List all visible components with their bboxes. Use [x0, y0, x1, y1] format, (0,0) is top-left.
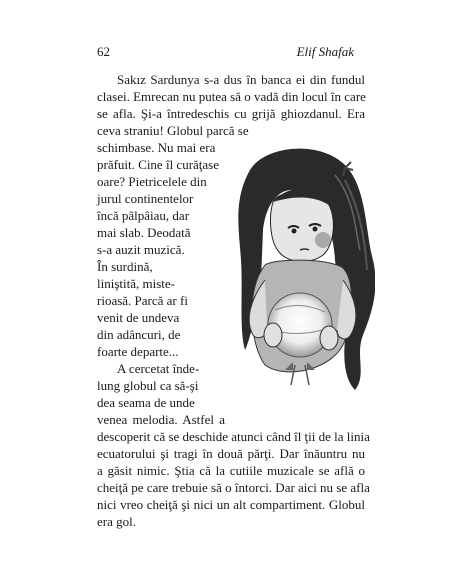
text-line: venit de undeva: [97, 310, 180, 325]
text-line: din adâncuri, de: [97, 327, 181, 342]
text-line: dea seama de unde: [97, 395, 195, 410]
text-line: ceva straniu! Globul parcă se: [97, 123, 249, 138]
text-line: s-a auzit muzică.: [97, 242, 185, 257]
text-line: a găsit nimic. Ştia că la cutiile muzicale se află o: [97, 463, 365, 478]
text-line: A cercetat înde-: [117, 361, 200, 376]
text-line: descoperit că se deschide atunci când îl ţii de la linia: [97, 429, 370, 444]
text-line: cheiţă pe care trebuie să o întorci. Dar aici nu se afla: [97, 480, 370, 495]
text-line: jurul continentelor: [97, 191, 194, 206]
running-head: Elif Shafak: [296, 44, 354, 59]
text-line: mai slab. Deodată: [97, 225, 191, 240]
text-line: foarte departe...: [97, 344, 179, 359]
face-shape: [271, 192, 334, 261]
text-line: prăfuit. Cine îl curăţase: [97, 157, 220, 172]
text-line: era gol.: [97, 514, 136, 529]
girl-with-globe-illustration: [195, 140, 375, 400]
text-line: venea melodia. Astfel a: [97, 412, 225, 427]
text-line: nici vreo cheiţă şi nici un alt compartiment. Globul: [97, 497, 365, 512]
text-line: lung globul ca să-şi: [97, 378, 199, 393]
text-line: oare? Pietricelele din: [97, 174, 207, 189]
text-line: clasei. Emrecan nu putea să o vadă din locul în care: [97, 89, 366, 104]
text-line: încă pâlpâiau, dar: [97, 208, 190, 223]
page-number: 62: [97, 44, 110, 59]
text-line: schimbase. Nu mai era: [97, 140, 216, 155]
text-line: rioasă. Parcă ar fi: [97, 293, 188, 308]
text-line: În surdină,: [97, 259, 153, 274]
text-line: liniştită, miste-: [97, 276, 175, 291]
text-line: Sakız Sardunya s-a dus în banca ei din fundul: [117, 72, 365, 87]
text-line: ecuatorului şi tragi în două părţi. Dar înăuntru nu: [97, 446, 365, 461]
text-line: se afla. Şi-a întredeschis cu grijă ghiozdanul. Era: [97, 106, 365, 121]
